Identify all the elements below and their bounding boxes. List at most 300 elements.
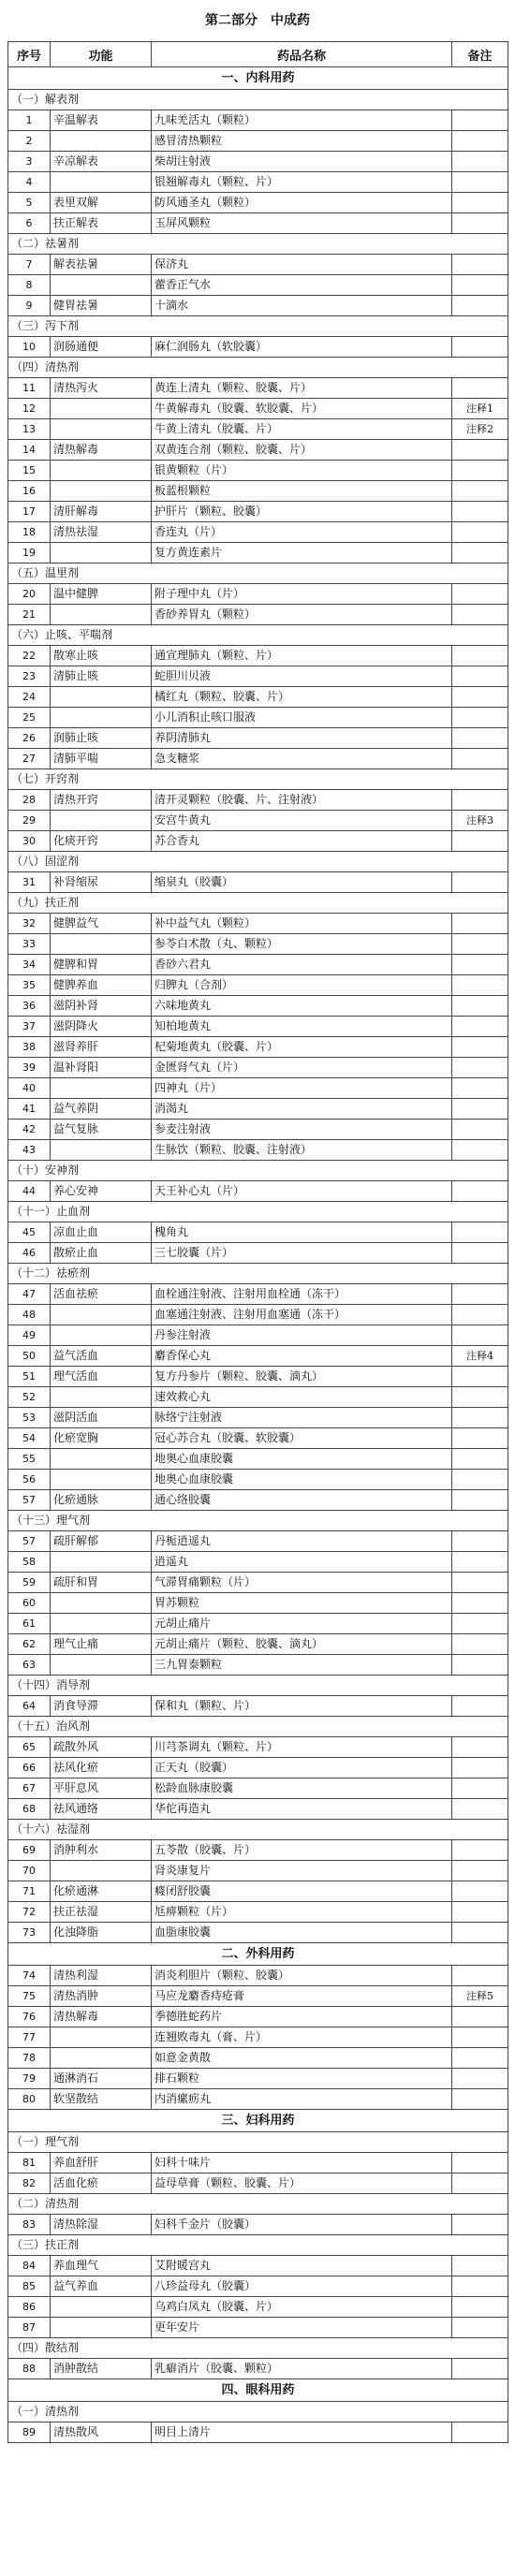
row-remark [452,1449,508,1470]
row-medicine-name: 槐角丸 [152,1222,452,1243]
row-number: 72 [8,1902,51,1923]
row-number: 46 [8,1243,51,1264]
table-row [8,831,508,852]
row-number: 45 [8,1222,51,1243]
row-number: 5 [8,193,51,213]
table-row [8,1470,508,1490]
row-remark [452,1531,508,1552]
table-row [8,1634,508,1655]
row-function [51,419,152,440]
table-row [8,646,508,666]
table-row [8,914,508,934]
row-remark [452,831,508,852]
row-number: 10 [8,337,51,358]
table-row [8,2276,508,2297]
row-number: 73 [8,1923,51,1943]
row-medicine-name: 参苓白术散（丸、颗粒） [152,934,452,955]
row-function [51,399,152,419]
row-remark [452,996,508,1017]
row-function: 滋阴补肾 [51,996,152,1017]
row-remark [452,2318,508,2338]
table-row [8,1037,508,1058]
row-function: 疏肝和胃 [51,1573,152,1593]
table-row [8,1593,508,1614]
row-function: 清肝解毒 [51,502,152,522]
row-number: 75 [8,1986,51,2007]
row-number: 2 [8,131,51,152]
row-function: 祛风化瘀 [51,1758,152,1778]
row-function: 益气养阴 [51,1099,152,1120]
row-remark [452,1634,508,1655]
table-row [8,1552,508,1573]
row-function: 化瘀通淋 [51,1881,152,1902]
row-function: 活血化瘀 [51,2174,152,2194]
row-medicine-name: 附子理中丸（片） [152,584,452,605]
header-number: 序号 [8,42,51,67]
row-number: 86 [8,2297,51,2318]
table-row [8,1614,508,1634]
row-function: 滋阴活血 [51,1408,152,1428]
category-label: （十二）祛瘀剂 [8,1264,508,1284]
row-number: 40 [8,1078,51,1099]
category-label: （十一）止血剂 [8,1202,508,1222]
row-remark [452,1799,508,1820]
row-medicine-name: 内消瘰疬丸 [152,2089,452,2110]
row-medicine-name: 香砂六君丸 [152,955,452,975]
row-remark [452,2048,508,2069]
table-row [8,2422,508,2443]
row-medicine-name: 速效救心丸 [152,1387,452,1408]
table-row [8,337,508,358]
row-number: 15 [8,461,51,481]
row-remark [452,2297,508,2318]
row-remark [452,975,508,996]
category-row [8,358,508,378]
row-medicine-name: 护肝片（颗粒、胶囊） [152,502,452,522]
row-remark: 注释1 [452,399,508,419]
table-row [8,2153,508,2174]
row-medicine-name: 华佗再造丸 [152,1799,452,1820]
row-medicine-name: 防风通圣丸（颗粒） [152,193,452,213]
table-row [8,1284,508,1305]
row-medicine-name: 气滞胃痛颗粒（片） [152,1573,452,1593]
category-row [8,1511,508,1531]
row-function [51,1387,152,1408]
row-number: 70 [8,1861,51,1881]
row-function [51,1614,152,1634]
table-row [8,1923,508,1943]
row-remark [452,1737,508,1758]
row-number: 66 [8,1758,51,1778]
row-remark [452,1367,508,1387]
row-medicine-name: 感冒清热颗粒 [152,131,452,152]
row-remark [452,255,508,275]
table-row [8,1758,508,1778]
table-row [8,419,508,440]
row-remark [452,1222,508,1243]
row-remark [452,955,508,975]
table-row [8,2318,508,2338]
row-number: 51 [8,1367,51,1387]
table-row [8,193,508,213]
row-medicine-name: 保济丸 [152,255,452,275]
row-medicine-name: 十滴水 [152,296,452,316]
row-remark [452,172,508,193]
row-medicine-name: 缩泉丸（胶囊） [152,872,452,893]
row-remark [452,2007,508,2027]
row-number: 52 [8,1387,51,1408]
row-remark [452,2422,508,2443]
row-medicine-name: 黄连上清丸（颗粒、胶囊、片） [152,378,452,399]
row-number: 14 [8,440,51,461]
category-row [8,1676,508,1696]
row-number: 55 [8,1449,51,1470]
row-medicine-name: 保和丸（颗粒、片） [152,1696,452,1717]
row-medicine-name: 肾炎康复片 [152,1861,452,1881]
row-function: 养血理气 [51,2256,152,2276]
row-remark [452,749,508,769]
row-medicine-name: 蛇胆川贝液 [152,666,452,687]
table-row [8,1099,508,1120]
row-remark [452,1655,508,1676]
row-medicine-name: 四神丸（片） [152,1078,452,1099]
row-function: 清热泻火 [51,378,152,399]
row-number: 21 [8,605,51,625]
row-remark [452,2153,508,2174]
table-row [8,1387,508,1408]
row-medicine-name: 知柏地黄丸 [152,1017,452,1037]
table-row [8,1573,508,1593]
row-remark [452,646,508,666]
category-label: （一）解表剂 [8,90,508,110]
row-number: 24 [8,687,51,708]
table-row [8,2048,508,2069]
header-medicine-name: 药品名称 [152,42,452,67]
table-row [8,378,508,399]
table-row [8,708,508,728]
row-remark [452,1284,508,1305]
row-medicine-name: 正天丸（胶囊） [152,1758,452,1778]
row-remark [452,378,508,399]
table-row [8,996,508,1017]
page-title: 第二部分 中成药 [205,13,310,28]
row-medicine-name: 香砂养胃丸（颗粒） [152,605,452,625]
row-medicine-name: 冠心苏合丸（胶囊、软胶囊） [152,1428,452,1449]
table-row [8,1778,508,1799]
row-function [51,1325,152,1346]
table-row [8,255,508,275]
row-medicine-name: 玉屏风颗粒 [152,213,452,234]
category-label: （七）开窍剂 [8,769,508,790]
row-function: 清肺止咳 [51,666,152,687]
category-row [8,1202,508,1222]
table-row [8,687,508,708]
row-number: 78 [8,2048,51,2069]
row-medicine-name: 连翘败毒丸（膏、片） [152,2027,452,2048]
row-number: 71 [8,1881,51,1902]
row-function: 养心安神 [51,1181,152,1202]
table-row [8,1222,508,1243]
row-medicine-name: 马应龙麝香痔疮膏 [152,1986,452,2007]
row-remark [452,1181,508,1202]
row-remark: 注释5 [452,1986,508,2007]
row-function [51,1305,152,1325]
row-function: 解表祛暑 [51,255,152,275]
row-medicine-name: 血栓通注射液、注射用血栓通（冻干） [152,1284,452,1305]
table-row [8,2297,508,2318]
row-medicine-name: 柴胡注射液 [152,152,452,172]
table-body [8,67,508,2443]
row-remark [452,1758,508,1778]
table-row [8,1696,508,1717]
table-row [8,522,508,543]
row-function [51,461,152,481]
row-function [51,1078,152,1099]
row-medicine-name: 消炎利胆片（颗粒、胶囊） [152,1966,452,1986]
row-number: 7 [8,255,51,275]
section-heading: 四、眼科用药 [8,2379,508,2402]
row-remark: 注释4 [452,1346,508,1367]
row-function [51,934,152,955]
row-function [51,1593,152,1614]
row-medicine-name: 如意金黄散 [152,2048,452,2069]
row-remark [452,1387,508,1408]
table-row [8,1017,508,1037]
row-number: 60 [8,1593,51,1614]
category-row [8,852,508,872]
row-number: 12 [8,399,51,419]
category-label: （四）散结剂 [8,2338,508,2359]
row-medicine-name: 安宫牛黄丸 [152,811,452,831]
row-remark [452,440,508,461]
row-function: 理气活血 [51,1367,152,1387]
row-remark [452,131,508,152]
category-row [8,2338,508,2359]
category-label: （六）止咳、平喘剂 [8,625,508,646]
row-remark [452,584,508,605]
row-number: 62 [8,1634,51,1655]
row-medicine-name: 复方丹参片（颗粒、胶囊、滴丸） [152,1367,452,1387]
row-number: 42 [8,1120,51,1140]
category-row [8,90,508,110]
table-row [8,934,508,955]
row-number: 57 [8,1531,51,1552]
table-row [8,1058,508,1078]
row-medicine-name: 天王补心丸（片） [152,1181,452,1202]
category-row [8,1820,508,1840]
row-function: 益气养血 [51,2276,152,2297]
row-remark [452,1017,508,1037]
category-label: （八）固涩剂 [8,852,508,872]
table-row [8,543,508,564]
row-medicine-name: 养阴清肺丸 [152,728,452,749]
category-row [8,1717,508,1737]
table-row [8,296,508,316]
table-row [8,152,508,172]
row-medicine-name: 牛黄上清丸（胶囊、片） [152,419,452,440]
row-function [51,2027,152,2048]
row-number: 79 [8,2069,51,2089]
row-number: 77 [8,2027,51,2048]
table-row [8,461,508,481]
row-number: 56 [8,1470,51,1490]
row-function: 消食导滞 [51,1696,152,1717]
row-function: 清热祛湿 [51,522,152,543]
row-number: 50 [8,1346,51,1367]
row-medicine-name: 通心络胶囊 [152,1490,452,1511]
row-remark [452,1573,508,1593]
row-remark [452,2089,508,2110]
row-function: 润肺止咳 [51,728,152,749]
row-remark [452,1408,508,1428]
row-remark [452,1552,508,1573]
category-row [8,2402,508,2422]
row-function [51,1470,152,1490]
table-row [8,811,508,831]
row-function: 益气复脉 [51,1120,152,1140]
row-function [51,687,152,708]
row-number: 81 [8,2153,51,2174]
row-remark [452,1325,508,1346]
table-row [8,131,508,152]
category-row [8,564,508,584]
table-row [8,1737,508,1758]
row-remark [452,1428,508,1449]
row-medicine-name: 更年安片 [152,2318,452,2338]
category-row [8,625,508,646]
row-remark [452,1593,508,1614]
row-medicine-name: 妇科十味片 [152,2153,452,2174]
row-medicine-name: 生脉饮（颗粒、胶囊、注射液） [152,1140,452,1161]
table-row [8,749,508,769]
category-label: （十五）治风剂 [8,1717,508,1737]
row-function: 化痰开窍 [51,831,152,852]
row-medicine-name: 六味地黄丸 [152,996,452,1017]
row-medicine-name: 金匮肾气丸（片） [152,1058,452,1078]
section-heading: 二、外科用药 [8,1943,508,1966]
table-row [8,584,508,605]
row-number: 43 [8,1140,51,1161]
row-medicine-name: 脉络宁注射液 [152,1408,452,1428]
row-medicine-name: 元胡止痛片 [152,1614,452,1634]
row-number: 48 [8,1305,51,1325]
header-remark: 备注 [452,42,508,67]
row-function [51,2048,152,2069]
row-medicine-name: 艾附暖宫丸 [152,2256,452,2276]
row-function [51,131,152,152]
category-label: （五）温里剂 [8,564,508,584]
row-medicine-name: 麻仁润肠丸（软胶囊） [152,337,452,358]
row-medicine-name: 苏合香丸 [152,831,452,852]
row-remark [452,1305,508,1325]
table-row [8,666,508,687]
row-number: 6 [8,213,51,234]
row-remark [452,1243,508,1264]
row-function: 表里双解 [51,193,152,213]
row-function [51,811,152,831]
row-medicine-name: 藿香正气水 [152,275,452,296]
category-row [8,2132,508,2153]
category-label: （三）扶正剂 [8,2235,508,2256]
table-row [8,975,508,996]
row-number: 34 [8,955,51,975]
table-row [8,2027,508,2048]
table-row [8,1449,508,1470]
row-medicine-name: 清开灵颗粒（胶囊、片、注射液） [152,790,452,811]
row-number: 61 [8,1614,51,1634]
row-function: 辛温解表 [51,110,152,131]
row-remark [452,2027,508,2048]
row-function: 辛凉解表 [51,152,152,172]
category-label: （一）理气剂 [8,2132,508,2153]
row-remark [452,1778,508,1799]
section-heading-row [8,2379,508,2402]
table-row [8,1120,508,1140]
row-number: 9 [8,296,51,316]
row-number: 28 [8,790,51,811]
row-function [51,2318,152,2338]
row-function [51,275,152,296]
table-row [8,213,508,234]
table-row [8,1799,508,1820]
row-medicine-name: 乌鸡白凤丸（胶囊、片） [152,2297,452,2318]
row-number: 8 [8,275,51,296]
row-remark [452,2174,508,2194]
row-remark [452,1696,508,1717]
category-label: （二）祛暑剂 [8,234,508,255]
row-function: 温补肾阳 [51,1058,152,1078]
row-number: 22 [8,646,51,666]
table-row [8,1346,508,1367]
row-function: 健脾益气 [51,914,152,934]
row-function [51,1140,152,1161]
table-row [8,2174,508,2194]
table-row [8,2256,508,2276]
row-function: 理气止痛 [51,1634,152,1655]
row-number: 87 [8,2318,51,2338]
row-medicine-name: 癃闭舒胶囊 [152,1881,452,1902]
category-label: （十）安神剂 [8,1161,508,1181]
row-remark [452,275,508,296]
row-number: 83 [8,2215,51,2235]
row-remark [452,1099,508,1120]
row-function: 滋肾养肝 [51,1037,152,1058]
row-remark [452,110,508,131]
table-row [8,2089,508,2110]
row-number: 68 [8,1799,51,1820]
row-function [51,708,152,728]
row-number: 89 [8,2422,51,2443]
row-remark [452,790,508,811]
row-function [51,2297,152,2318]
table-row [8,955,508,975]
row-remark [452,1614,508,1634]
table-row [8,1881,508,1902]
row-remark [452,934,508,955]
row-medicine-name: 乳癖消片（胶囊、颗粒） [152,2359,452,2379]
row-medicine-name: 银黄颗粒（片） [152,461,452,481]
table-row [8,1986,508,2007]
row-remark [452,543,508,564]
table-row [8,1078,508,1099]
table-row [8,1243,508,1264]
row-medicine-name: 益母草膏（颗粒、胶囊、片） [152,2174,452,2194]
row-number: 39 [8,1058,51,1078]
row-function: 健脾和胃 [51,955,152,975]
table-row [8,1840,508,1861]
row-medicine-name: 双黄连合剂（颗粒、胶囊、片） [152,440,452,461]
row-medicine-name: 松龄血脉康胶囊 [152,1778,452,1799]
